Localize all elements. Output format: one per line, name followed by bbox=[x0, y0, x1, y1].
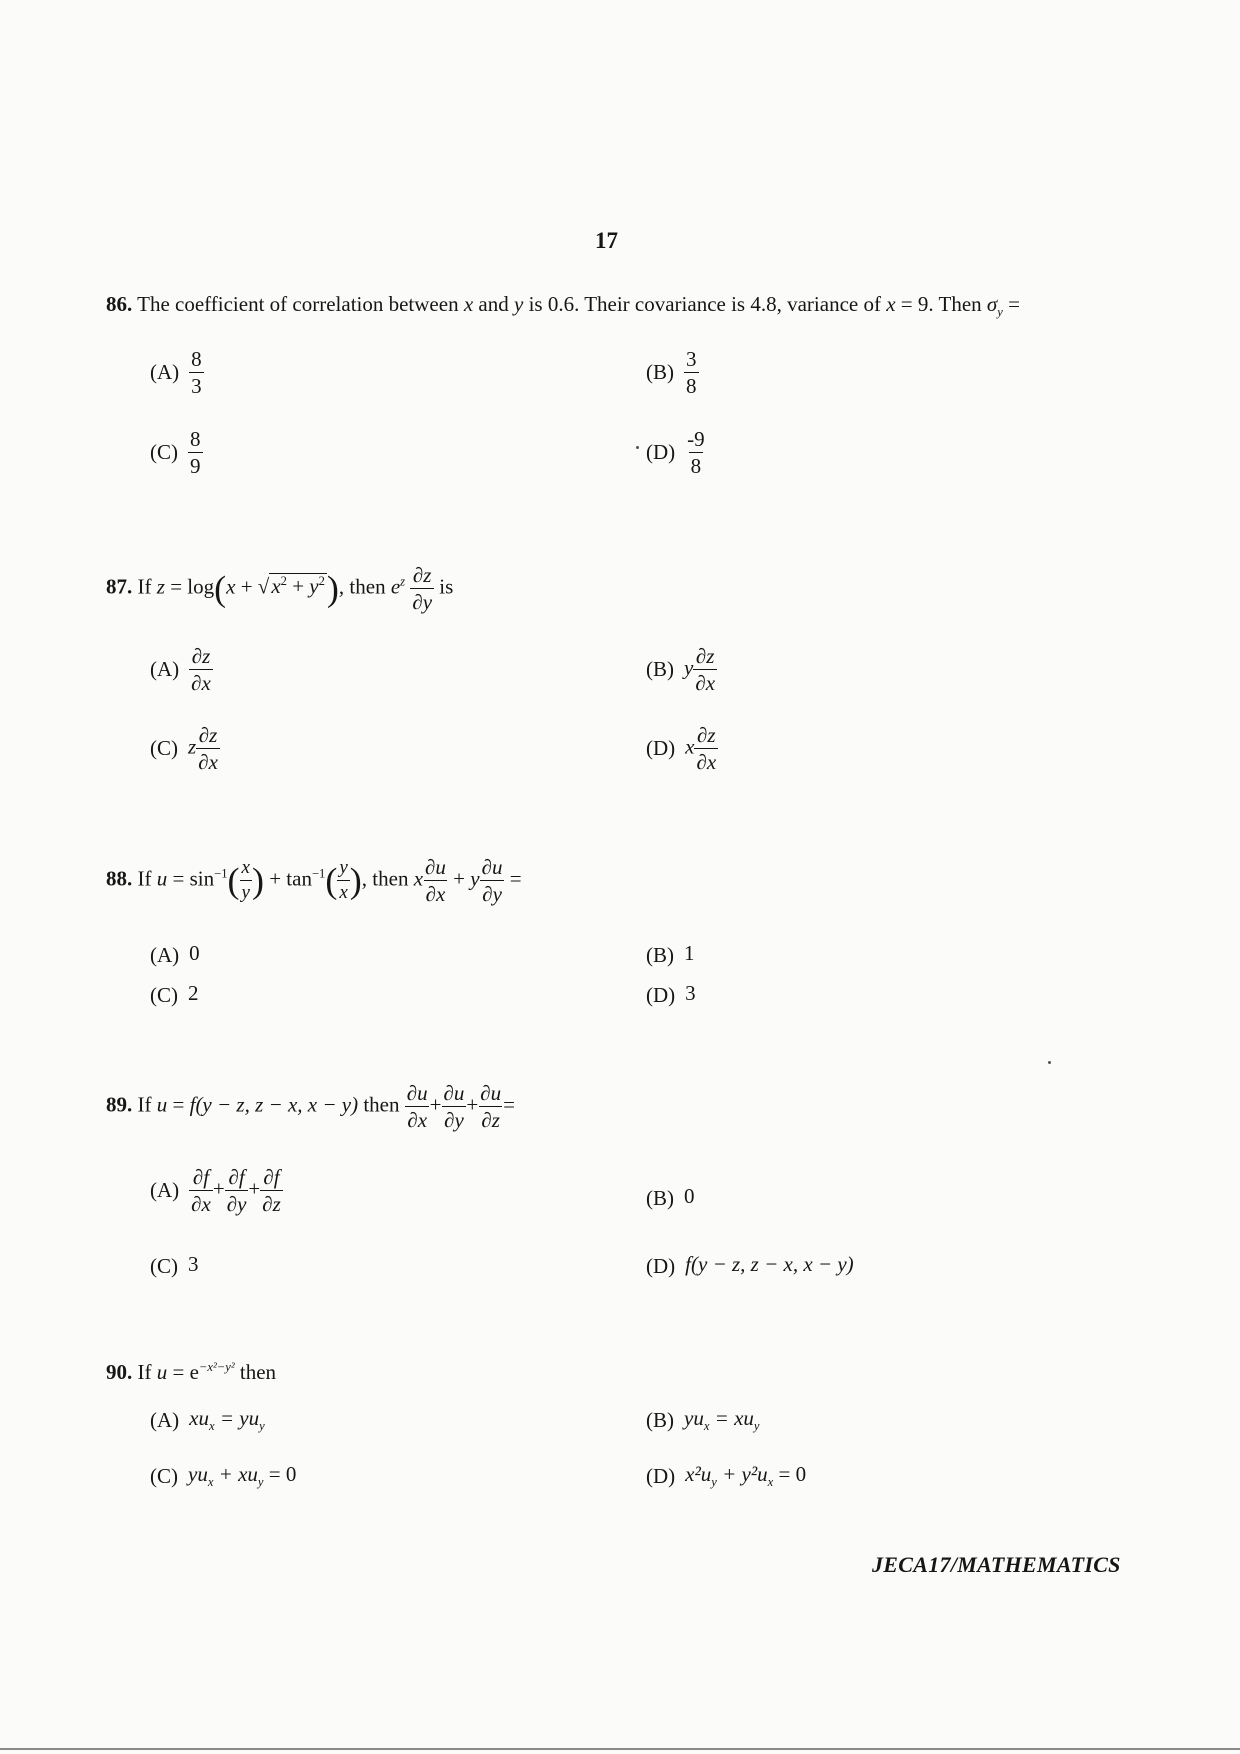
option-c[interactable]: (C) $yu_x + xu_y = 0$ bbox=[150, 1462, 297, 1490]
option-d[interactable]: (D) $\frac{-9}{8}$ bbox=[646, 427, 705, 479]
option-d[interactable]: (D) 3 bbox=[646, 981, 696, 1007]
fraction: $\frac{8}{9}$ bbox=[190, 427, 201, 479]
option-a[interactable]: (A) $\frac{8}{3}$ bbox=[150, 347, 202, 399]
fraction: $\frac{8}{3}$ bbox=[191, 347, 202, 399]
fraction: $\frac{\partial z}{\partial y}$ bbox=[412, 563, 433, 615]
question-88: 88. If $u = \sin^{-1}$( $\frac{x}{y}$ ) + $\tan^{-1}$( $\frac{y}{x}$ ), then x $\frac{\partial u}{\partial x}$ + y $\frac{\partial u}{\partial y}$ = bbox=[106, 855, 522, 907]
question-number: 88. bbox=[106, 866, 133, 891]
question-86 bbox=[106, 292, 1020, 320]
scan-speck bbox=[636, 446, 639, 449]
footer-code: JECA17/MATHEMATICS bbox=[872, 1552, 1121, 1577]
option-d[interactable]: (D) f(y − z, z − x, x − y) bbox=[646, 1252, 854, 1278]
option-c[interactable]: (C) $\frac{8}{9}$ bbox=[150, 427, 201, 479]
option-b[interactable]: (B) y $\frac{\partial z}{\partial x}$ bbox=[646, 644, 716, 696]
page-number: 17 bbox=[595, 228, 618, 253]
fraction: $\frac{3}{8}$ bbox=[686, 347, 697, 399]
option-c[interactable]: (C) z $\frac{\partial z}{\partial x}$ bbox=[150, 723, 218, 775]
question-number: 89. bbox=[106, 1092, 133, 1117]
option-c[interactable]: (C) 3 bbox=[150, 1252, 199, 1278]
option-a[interactable]: (A) $\frac{\partial z}{\partial x}$ bbox=[150, 644, 211, 696]
scan-speck bbox=[1048, 1061, 1051, 1064]
question-number: 90. bbox=[106, 1360, 133, 1384]
question-text: The coefficient of correlation between x and y is 0.6. Their covariance is 4.8, variance of x = 9. Then $\sigma_y$ = bbox=[137, 292, 1020, 320]
question-90: 90. If $u = e^{-x^2-y^2}$ then bbox=[106, 1360, 277, 1384]
option-d[interactable]: (D) x $\frac{\partial z}{\partial x}$ bbox=[646, 723, 717, 775]
option-c[interactable]: (C) 2 bbox=[150, 981, 199, 1007]
option-b[interactable]: (B) 0 bbox=[646, 1184, 695, 1210]
option-b[interactable]: (B) $yu_x = xu_y$ bbox=[646, 1406, 760, 1434]
bottom-rule bbox=[0, 1748, 1240, 1750]
question-89: 89. If u = f(y − z, z − x, x − y) then $\frac{\partial u}{\partial x}$ + $\frac{\partial u}{\partial y}$ + $\frac{\partial u}{\partial z}$ = bbox=[106, 1081, 515, 1133]
question-number: 86. bbox=[106, 292, 133, 316]
fraction: $\frac{-9}{8}$ bbox=[687, 427, 705, 479]
option-a[interactable]: (A) $\frac{\partial f}{\partial x}$ + $\frac{\partial f}{\partial y}$ + $\frac{\partial f}{\partial z}$ bbox=[150, 1165, 281, 1217]
option-a[interactable]: (A) $xu_x = yu_y$ bbox=[150, 1406, 265, 1434]
option-d[interactable]: (D) $x^2u_y + y^2u_x = 0$ bbox=[646, 1462, 807, 1490]
question-number: 87. bbox=[106, 574, 133, 599]
question-87: 87. If $z = \log(x + √x^2 + y^2)$, then $e^z$ $\frac{\partial z}{\partial y}$ is bbox=[106, 563, 454, 615]
option-a[interactable]: (A) 0 bbox=[150, 941, 200, 967]
option-b[interactable]: (B) 1 bbox=[646, 941, 695, 967]
option-b[interactable]: (B) $\frac{3}{8}$ bbox=[646, 347, 697, 399]
